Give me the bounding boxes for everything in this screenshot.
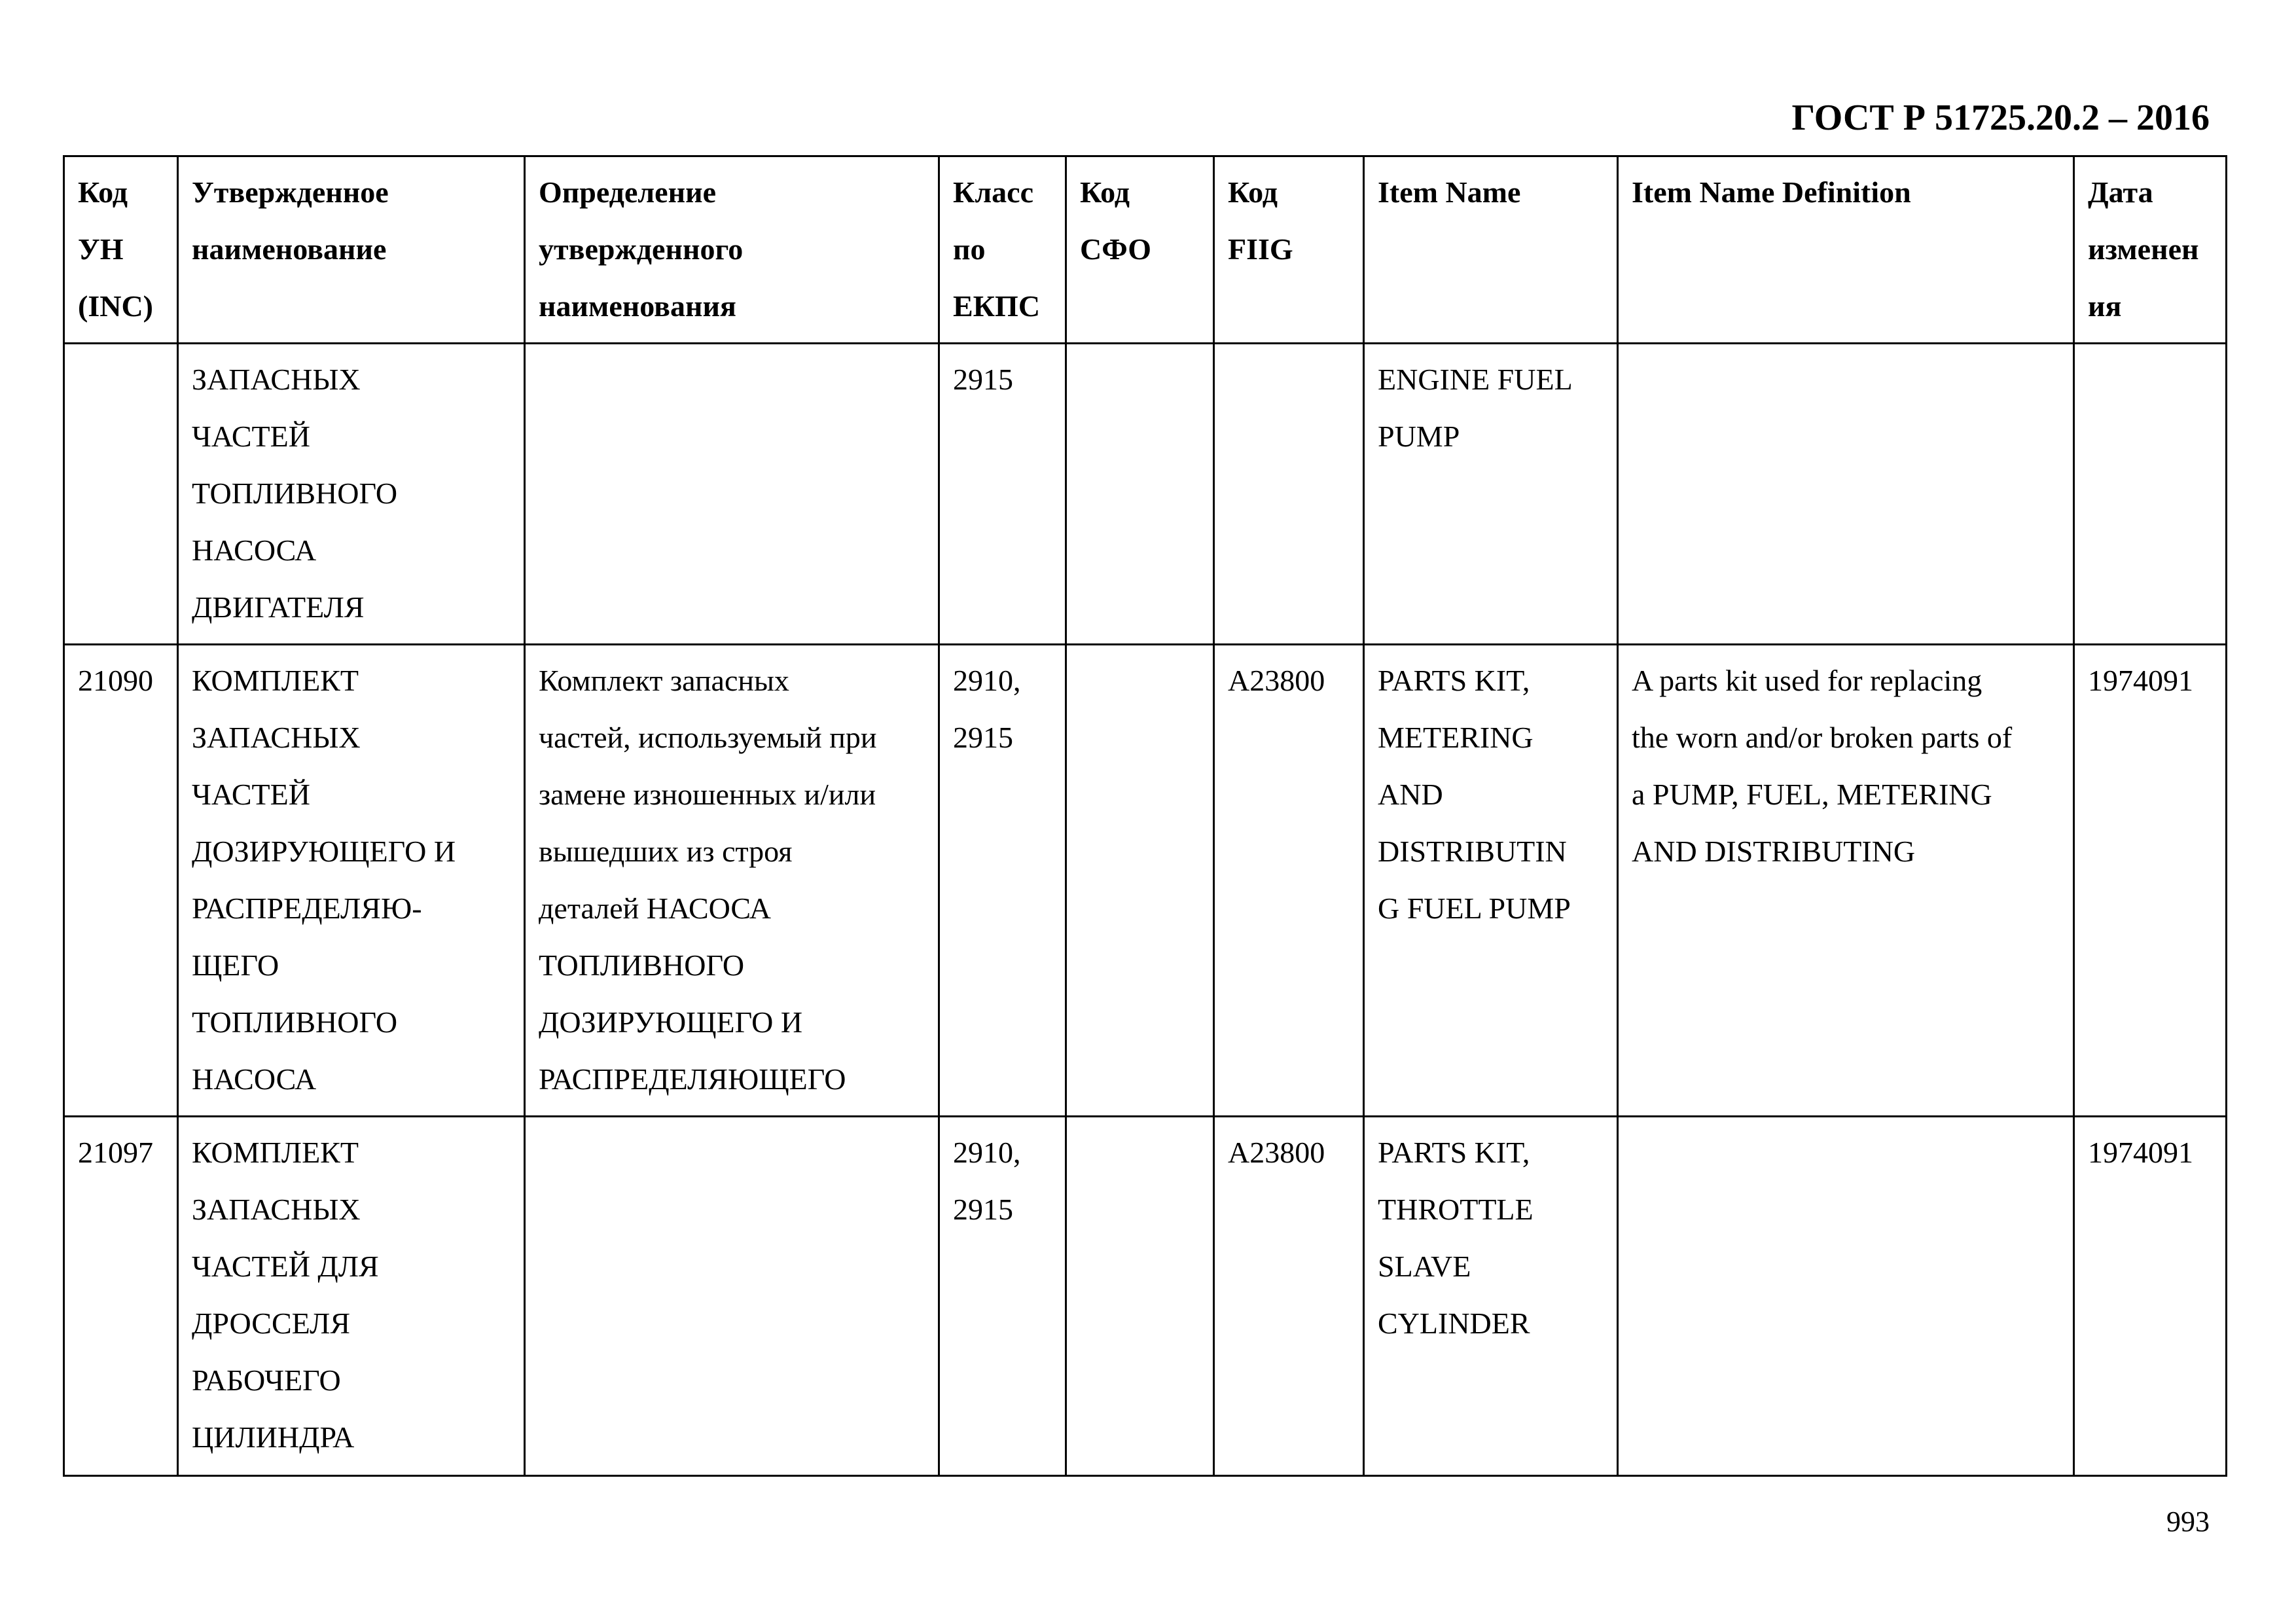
cell-definition: Комплект запасных частей, используемый при замене изношенных и/или вышедших из строя деталей НАСОСА ТОПЛИВНОГО ДОЗИРУЮЩЕГО И РАСПРЕДЕЛЯЮЩЕГО — [525, 645, 939, 1117]
col-header-date: Дата изменен ия — [2074, 156, 2227, 344]
cell-item-name: ENGINE FUEL PUMP — [1364, 344, 1618, 645]
cell-fiig: A23800 — [1214, 645, 1364, 1117]
cell-date: 1974091 — [2074, 1117, 2227, 1476]
cell-inc — [64, 344, 178, 645]
page-number: 993 — [2166, 1506, 2210, 1538]
document-header: ГОСТ Р 51725.20.2 – 2016 — [1791, 98, 2210, 138]
cell-approved-name: КОМПЛЕКТ ЗАПАСНЫХ ЧАСТЕЙ ДЛЯ ДРОССЕЛЯ РАБОЧЕГО ЦИЛИНДРА — [178, 1117, 525, 1476]
col-header-sfo: Код СФО — [1066, 156, 1214, 344]
cell-approved-name: КОМПЛЕКТ ЗАПАСНЫХ ЧАСТЕЙ ДОЗИРУЮЩЕГО И РАСПРЕДЕЛЯЮ- ЩЕГО ТОПЛИВНОГО НАСОСА — [178, 645, 525, 1117]
table-row — [64, 1117, 2227, 1476]
cell-definition — [525, 1117, 939, 1476]
cell-item-name: PARTS KIT, METERING AND DISTRIBUTIN G FUEL PUMP — [1364, 645, 1618, 1117]
col-header-approved-name: Утвержденное наименование — [178, 156, 525, 344]
inc-table — [63, 155, 2227, 1477]
cell-definition — [525, 344, 939, 645]
cell-class: 2910, 2915 — [939, 645, 1066, 1117]
col-header-inc: Код УН (INC) — [64, 156, 178, 344]
cell-sfo — [1066, 1117, 1214, 1476]
cell-class: 2910, 2915 — [939, 1117, 1066, 1476]
table-row — [64, 344, 2227, 645]
cell-date — [2074, 344, 2227, 645]
cell-sfo — [1066, 344, 1214, 645]
col-header-definition: Определение утвержденного наименования — [525, 156, 939, 344]
col-header-fiig: Код FIIG — [1214, 156, 1364, 344]
cell-inc: 21090 — [64, 645, 178, 1117]
cell-item-name: PARTS KIT, THROTTLE SLAVE CYLINDER — [1364, 1117, 1618, 1476]
cell-sfo — [1066, 645, 1214, 1117]
table-row — [64, 645, 2227, 1117]
cell-fiig: A23800 — [1214, 1117, 1364, 1476]
cell-fiig — [1214, 344, 1364, 645]
table-header-row — [64, 156, 2227, 344]
cell-inc: 21097 — [64, 1117, 178, 1476]
col-header-class: Класс по ЕКПС — [939, 156, 1066, 344]
cell-item-name-definition: A parts kit used for replacing the worn and/or broken parts of a PUMP, FUEL, METERING AND DISTRIBUTING — [1618, 645, 2074, 1117]
cell-class: 2915 — [939, 344, 1066, 645]
cell-item-name-definition — [1618, 344, 2074, 645]
col-header-item-name: Item Name — [1364, 156, 1618, 344]
cell-approved-name: ЗАПАСНЫХ ЧАСТЕЙ ТОПЛИВНОГО НАСОСА ДВИГАТЕЛЯ — [178, 344, 525, 645]
cell-item-name-definition — [1618, 1117, 2074, 1476]
cell-date: 1974091 — [2074, 645, 2227, 1117]
col-header-item-name-definition: Item Name Definition — [1618, 156, 2074, 344]
